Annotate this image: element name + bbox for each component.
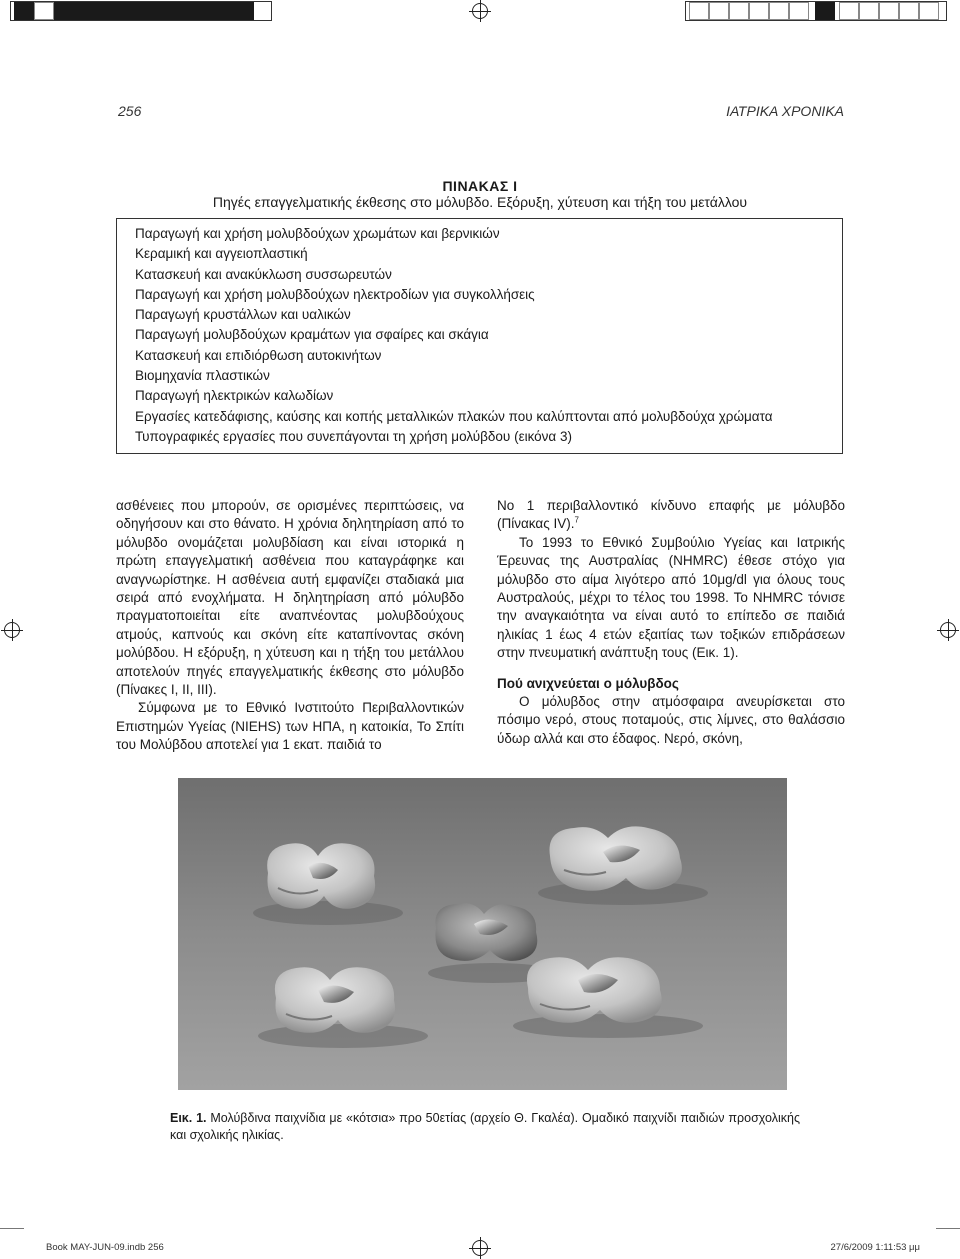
trim-mark — [0, 1228, 24, 1229]
registration-crosshair-icon — [940, 622, 956, 638]
body-text: Νο 1 περιβαλλοντικό κίνδυνο επαφής με μόλυβδο (Πίνακας IV). — [497, 498, 845, 532]
lead-toys-photo — [178, 778, 787, 1090]
registration-square — [839, 2, 859, 20]
figure-photo — [178, 778, 787, 1090]
page-number: 256 — [118, 103, 142, 119]
registration-square — [879, 2, 899, 20]
table-row: Παραγωγή ηλεκτρικών καλωδίων — [135, 388, 334, 404]
table-row: Κατασκευή και επιδιόρθωση αυτοκινήτων — [135, 347, 382, 363]
knucklebone-toy — [435, 903, 537, 961]
reference-superscript: 7 — [574, 515, 579, 525]
registration-square — [34, 2, 54, 20]
table-subtitle: Πηγές επαγγελματικής έκθεσης στο μόλυβδο. Εξόρυξη, χύτευση και τήξη του μετάλλου — [212, 194, 748, 210]
print-slug-date: 27/6/2009 1:11:53 μμ — [830, 1242, 920, 1253]
registration-crosshair-icon — [472, 3, 488, 19]
registration-square — [94, 2, 114, 20]
registration-square — [134, 2, 154, 20]
table-row: Παραγωγή μολυβδούχων κραμάτων για σφαίρες και σκάγια — [135, 327, 489, 343]
figure-caption — [170, 1110, 800, 1144]
knucklebone-toy — [527, 957, 662, 1023]
right-column — [497, 497, 845, 748]
registration-square — [919, 2, 939, 20]
table-row: Βιομηχανία πλαστικών — [135, 368, 270, 384]
section-heading: Πού ανιχνεύεται ο μόλυβδος — [497, 675, 679, 691]
table-row: Τυπογραφικές εργασίες που συνεπάγονται τη χρήση μολύβδου (εικόνα 3) — [135, 428, 572, 444]
figure-label: Εικ. 1. — [170, 1111, 207, 1125]
registration-square — [234, 2, 254, 20]
body-paragraph: Ο μόλυβδος στην ατμόσφαιρα ανευρίσκεται στο πόσιμο νερό, στους ποταμούς, στις λίμνες, στο θαλάσσιο ύδωρ αλλά και στο έδαφος. Νερό, σκόνη, — [497, 694, 845, 746]
registration-square — [214, 2, 234, 20]
caption-text: Μολύβδινα παιχνίδια με «κότσια» προ 50ετίας (αρχείο Θ. Γκαλέα). Ομαδικό παιχνίδι παιδιών προσχολικής και σχολικής ηλικίας. — [170, 1111, 800, 1142]
registration-square — [749, 2, 769, 20]
body-paragraph — [497, 497, 845, 534]
registration-square — [74, 2, 94, 20]
registration-square — [194, 2, 214, 20]
registration-square — [899, 2, 919, 20]
table-box — [116, 218, 843, 454]
registration-square — [54, 2, 74, 20]
table-row: Παραγωγή κρυστάλλων και υαλικών — [135, 307, 351, 323]
trim-mark — [936, 1228, 960, 1229]
registration-crosshair-icon — [4, 622, 20, 638]
knucklebone-toy — [550, 826, 682, 890]
registration-square — [689, 2, 709, 20]
table-row: Κεραμική και αγγειοπλαστική — [135, 246, 308, 262]
table-row: Παραγωγή και χρήση μολυβδούχων χρωμάτων και βερνικιών — [135, 226, 500, 241]
journal-title: ΙΑΤΡΙΚΑ ΧΡΟΝΙΚΑ — [726, 103, 844, 119]
table-row: Κατασκευή και ανακύκλωση συσσωρευτών — [135, 266, 392, 282]
registration-crosshair-icon — [472, 1240, 488, 1256]
body-paragraph: Το 1993 το Εθνικό Συμβούλιο Υγείας και Ιατρικής Έρευνας της Αυστραλίας (NHMRC) έθεσε στόχο για μόλυβδο στο αίμα λιγότερο από 10μg/dl για όλους τους Αυστραλούς, μέχρι το τέλος του 1998. Το NHMRC τόνισε την αναγκαιότητα να είναι αυτό το επίπεδο σε παιδιά ηλικίας 1 έως 4 ετών εξαιτίας των τοξικών επιδράσεων στην πνευματική ανάπτυξη τους (Εικ. 1). — [497, 534, 845, 661]
registration-square — [709, 2, 729, 20]
registration-square — [729, 2, 749, 20]
table-row: Εργασίες κατεδάφισης, καύσης και κοπής μεταλλικών πλακών που καλύπτονται από μολυβδούχα χρώματα — [135, 408, 773, 424]
registration-square — [14, 2, 34, 20]
registration-square — [174, 2, 194, 20]
registration-square — [789, 2, 809, 20]
registration-square — [815, 2, 835, 20]
registration-square — [154, 2, 174, 20]
body-paragraph: ασθένειες που μπορούν, σε ορισμένες περιπτώσεις, να οδηγήσουν και στο θάνατο. Η χρόνια δηλητηρίαση από το μόλυβδο ονομάζεται μολυβδίαση και είναι ιστορικά η πρώτη επαγγελματική ασθένεια που καταγράφηκε και αναγνωρίστηκε. Η ασθένεια αυτή εμφανίζει σταδιακά μια σειρά από ενοχλήματα. Η δηλητηρίαση από μόλυβδο πραγματοποιείται είτε αναπνέοντας μολυβδούχους ατμούς, καπνούς και σκόνη είτε καταπίνοντας σκόνη μολύβδου. Η εξόρυξη, η χύτευση και η τήξη του μετάλλου αποτελούν πηγές επαγγελματικής έκθεσης στο μόλυβδο (Πίνακες I, II, III). — [116, 498, 464, 698]
registration-square — [114, 2, 134, 20]
table-title: ΠΙΝΑΚΑΣ Ι — [442, 178, 518, 194]
body-paragraph: Σύμφωνα με το Εθνικό Ινστιτούτο Περιβαλλοντικών Επιστημών Υγείας (NIEHS) των ΗΠΑ, η κατοικία, Το Σπίτι του Μολύβδου αποτελεί για 1 εκατ. παιδιά το — [116, 700, 464, 753]
print-slug-file: Book MAY-JUN-09.indb 256 — [46, 1242, 164, 1253]
knucklebone-toy — [275, 967, 395, 1033]
registration-square — [769, 2, 789, 20]
registration-square — [859, 2, 879, 20]
table-row: Παραγωγή και χρήση μολυβδούχων ηλεκτροδίων για συγκολλήσεις — [135, 286, 535, 302]
left-column — [116, 497, 464, 755]
knucklebone-toy — [267, 843, 375, 909]
